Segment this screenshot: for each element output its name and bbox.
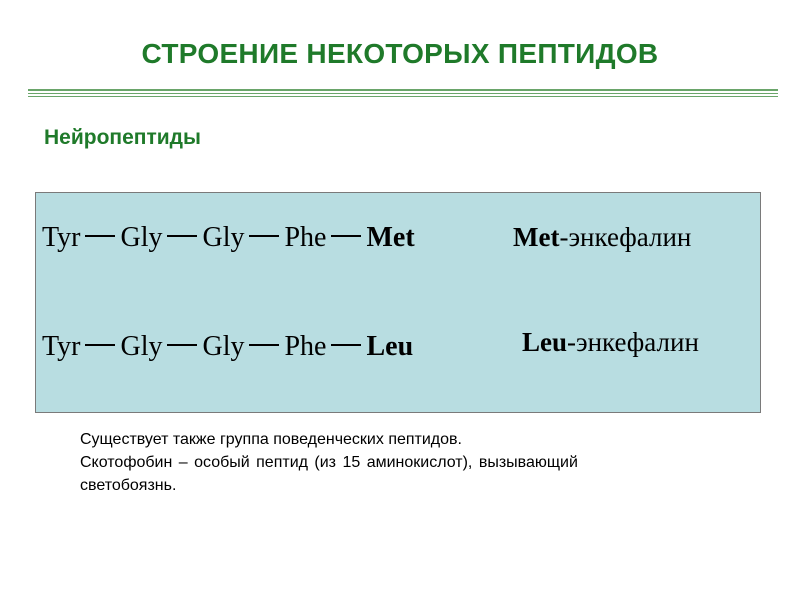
section-heading: Нейропептиды — [44, 126, 201, 149]
peptide-bond — [167, 344, 197, 346]
note-line: светобоязнь. — [80, 477, 177, 494]
met-enkephalin-name — [513, 222, 691, 253]
residue: Tyr — [42, 331, 81, 362]
residue: Tyr — [42, 222, 81, 253]
peptide-bond — [249, 344, 279, 346]
leu-enkephalin-chain — [42, 327, 413, 367]
peptide-bond — [85, 344, 115, 346]
residue: Gly — [120, 331, 163, 362]
name-suffix: -энкефалин — [559, 222, 692, 252]
terminal-residue: Leu — [366, 331, 414, 362]
peptide-bond — [85, 235, 115, 237]
note-line: Существует также группа поведенческих пептидов. — [80, 431, 462, 448]
title-divider-line — [28, 93, 778, 94]
title-divider-line — [28, 96, 778, 97]
title-divider-line — [28, 89, 778, 91]
residue: Phe — [284, 331, 327, 362]
explanatory-note — [80, 428, 710, 497]
residue: Phe — [284, 222, 327, 253]
name-prefix: Leu — [522, 327, 568, 357]
note-line: Скотофобин – особый пептид (из 15 аминокислот), вызывающий — [80, 454, 578, 471]
peptide-bond — [331, 344, 361, 346]
residue: Gly — [202, 331, 245, 362]
met-enkephalin-chain — [42, 218, 415, 258]
slide-title: СТРОЕНИЕ НЕКОТОРЫХ ПЕПТИДОВ — [141, 38, 659, 69]
peptide-structure-box — [35, 192, 761, 413]
name-prefix: Met — [513, 222, 560, 252]
residue: Gly — [202, 222, 245, 253]
name-suffix: -энкефалин — [567, 327, 699, 357]
peptide-bond — [167, 235, 197, 237]
peptide-bond — [249, 235, 279, 237]
terminal-residue: Met — [366, 222, 415, 253]
leu-enkephalin-name — [522, 327, 699, 358]
residue: Gly — [120, 222, 163, 253]
peptide-bond — [331, 235, 361, 237]
